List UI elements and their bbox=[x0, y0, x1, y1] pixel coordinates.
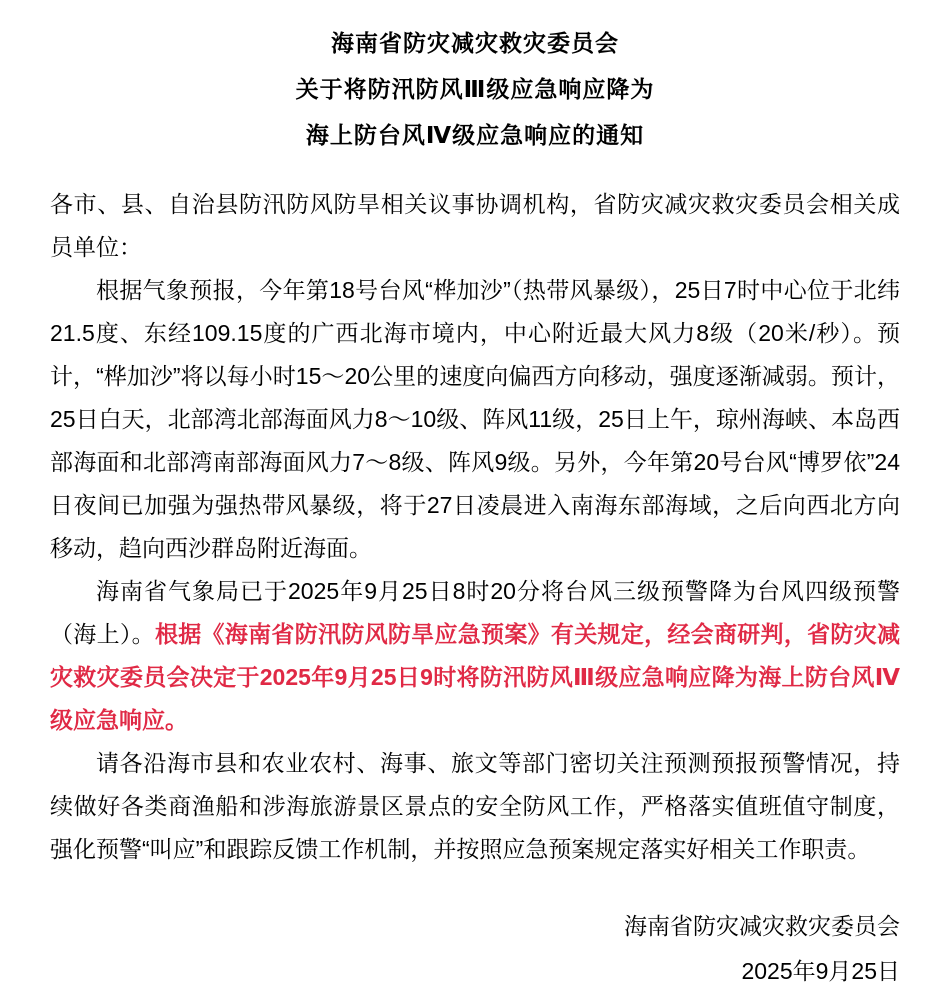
paragraph-decision bbox=[50, 570, 900, 742]
paragraph-forecast: 根据气象预报，今年第18号台风“桦加沙”（热带风暴级），25日7时中心位于北纬21.5度、东经109.15度的广西北海市境内，中心附近最大风力8级（20米/秒）。预计，“桦加沙”将以每小时15～20公里的速度向偏西方向移动，强度逐渐减弱。预计，25日白天，北部湾北部海面风力8～10级、阵风11级，25日上午，琼州海峡、本岛西部海面和北部湾南部海面风力7～8级、阵风9级。另外，今年第20号台风“博罗依”24日夜间已加强为强热带风暴级，将于27日凌晨进入南海东部海域，之后向西北方向移动，趋向西沙群岛附近海面。 bbox=[50, 277, 900, 561]
paragraph-request: 请各沿海市县和农业农村、海事、旅文等部门密切关注预测预报预警情况，持续做好各类商渔船和涉海旅游景区景点的安全防风工作，严格落实值班值守制度，强化预警“叫应”和跟踪反馈工作机制，并按照应急预案规定落实好相关工作职责。 bbox=[50, 750, 900, 862]
signature-name: 海南省防灾减灾救灾委员会 bbox=[624, 913, 900, 939]
title-line-3: 海上防台风Ⅳ级应急响应的通知 bbox=[305, 122, 645, 148]
decision-text-red-emphasis: 根据《海南省防汛防风防旱应急预案》有关规定，经会商研判，省防灾减灾救灾委员会决定于2025年9月25日9时将防汛防风Ⅲ级应急响应降为海上防台风Ⅳ级应急响应。 bbox=[50, 621, 901, 733]
title-line-2: 关于将防汛防风Ⅲ级应急响应降为 bbox=[295, 76, 655, 102]
notice-body bbox=[0, 183, 950, 871]
decision-text-black: 海南省气象局已于2025年9月25日8时20分将台风三级预警降为台风四级预警（海上）。 bbox=[50, 578, 900, 647]
salutation: 各市、县、自治县防汛防风防旱相关议事协调机构，省防灾减灾救灾委员会相关成员单位： bbox=[50, 191, 900, 260]
title-line-1: 海南省防灾减灾救灾委员会 bbox=[331, 30, 619, 56]
signature-block bbox=[0, 904, 950, 994]
signature-date: 2025年9月25日 bbox=[741, 958, 900, 984]
notice-title bbox=[0, 0, 950, 158]
